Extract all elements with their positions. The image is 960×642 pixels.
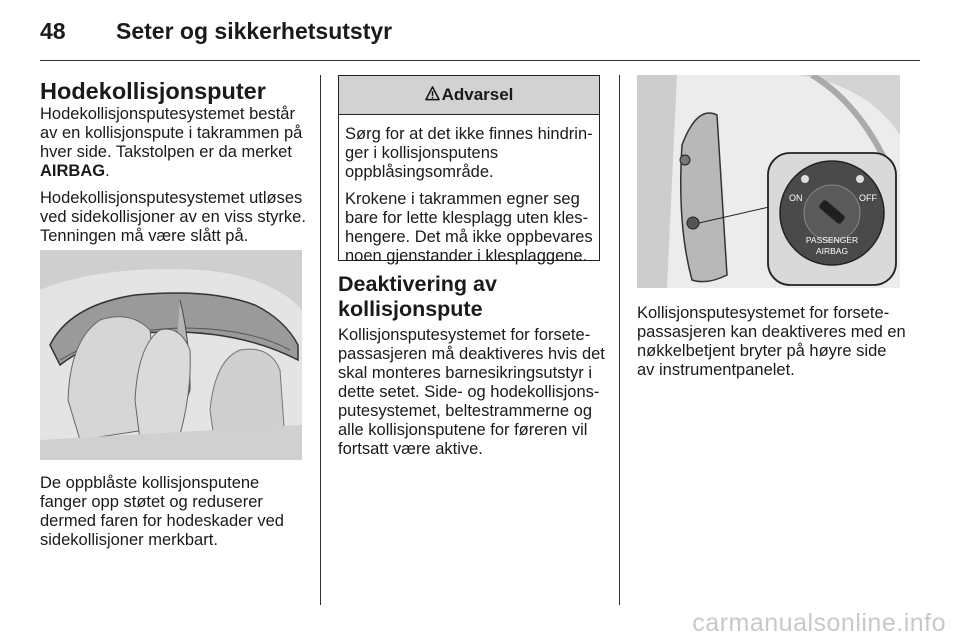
warning-paragraph-hooks: Krokene i takrammen egner seg bare for lette klesplagg uten kleshengere. Det må ikke oppbevares noen gjenstander i klesplaggene.: [345, 190, 593, 265]
warning-box: [338, 75, 600, 265]
warning-triangle-icon: [425, 86, 440, 101]
switch-off-label: OFF: [859, 193, 877, 203]
column-deactivation: [338, 272, 606, 467]
paragraph-deployment: Hodekollisjonsputesystemet utløses ved sidekollisjoner av en viss styrke. Tenningen må være slått på.: [40, 189, 306, 245]
paragraph-key-switch: Kollisjonsputesystemet for forsetepassasjeren kan deaktiveres med en nøkkelbetjent bryter på høyre side av instrumentpanelet.: [637, 304, 906, 379]
column-divider-right: [619, 75, 620, 605]
header-rule: [40, 60, 920, 61]
warning-header: [339, 76, 599, 115]
warning-paragraph-obstruction: Sørg for at det ikke finnes hindringer i kollisjonsputens oppblåsingsområde.: [345, 125, 593, 181]
airbag-label: AIRBAG: [40, 162, 106, 180]
warning-title: Advarsel: [441, 85, 514, 104]
switch-label-line2: AIRBAG: [815, 246, 849, 256]
section-heading-deactivation: Deaktivering av kollisjonspute: [338, 272, 497, 321]
column-divider-left: [320, 75, 321, 605]
page-number: 48: [40, 18, 66, 44]
airbag-key-switch-drawing: [637, 75, 900, 288]
illustration-head-airbag-interior: [40, 250, 302, 460]
chapter-title: Seter og sikkerhetsutstyr: [116, 18, 393, 44]
paragraph-head-protection: De oppblåste kollisjonsputene fanger opp støtet og reduserer dermed faren for hodeskader ved sidekollisjoner merkbart.: [40, 474, 284, 549]
column-head-airbags: [40, 78, 308, 254]
switch-on-label: ON: [789, 193, 803, 203]
paragraph-system-description: Hodekollisjonsputesystemet består av en kollisjonspute i takrammen på hver side. Takstolpen er da merket AIRBAG.: [40, 105, 303, 180]
section-heading-head-airbags: Hodekollisjonsputer: [40, 78, 266, 104]
column-caption: [40, 474, 310, 558]
page-header: [40, 14, 920, 54]
watermark: carmanualsonline.info: [692, 609, 946, 637]
paragraph-deactivation: Kollisjonsputesystemet for forsetepassasjeren må deaktiveres hvis det skal monteres barnesikringsutstyr i dette setet. Side- og hodekollisjonsputesystemet, beltestrammerne og alle kollisjonsputene for føreren vil fortsatt være aktive.: [338, 326, 605, 458]
car-interior-airbag-drawing: [40, 250, 302, 460]
column-switch-text: [637, 304, 907, 388]
warning-body: [339, 115, 599, 266]
switch-label-line1: PASSENGER: [805, 235, 859, 245]
illustration-airbag-switch: [637, 75, 900, 288]
